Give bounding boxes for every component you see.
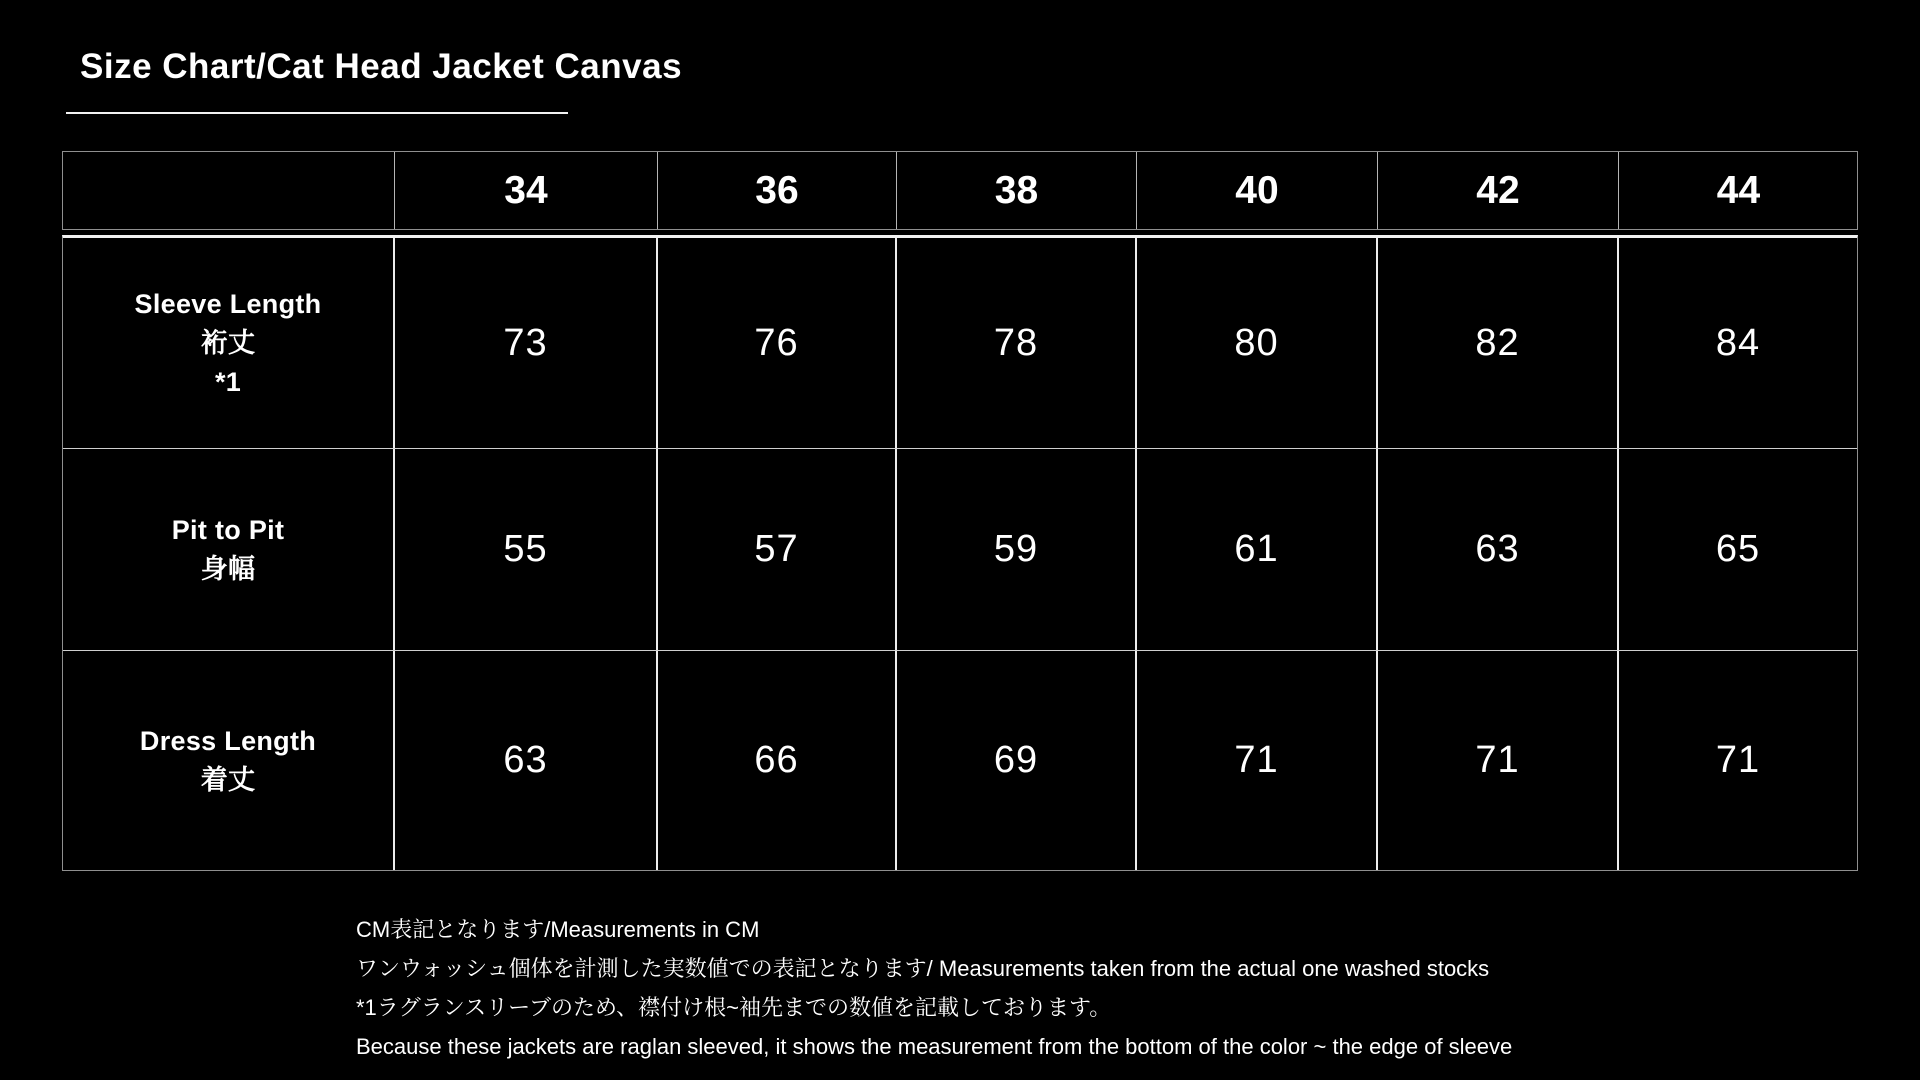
value-cell: 63 xyxy=(393,651,656,870)
size-column-header-38: 38 xyxy=(896,152,1136,229)
row-label-dress-length xyxy=(63,651,393,870)
size-column-header-42: 42 xyxy=(1377,152,1618,229)
row-label-jp: 裄丈 xyxy=(200,327,256,358)
note-line-washed: ワンウォッシュ個体を計測した実数値での表記となります/ Measurements taken from the actual one washed stocks xyxy=(356,956,1490,981)
row-label-en: Dress Length xyxy=(139,725,317,756)
table-row-dress-length xyxy=(63,650,1857,870)
measurement-notes xyxy=(356,910,1512,1066)
value-cell: 82 xyxy=(1376,238,1617,448)
value-cell: 76 xyxy=(656,238,895,448)
value-cell: 63 xyxy=(1376,449,1617,650)
value-cell: 66 xyxy=(656,651,895,870)
note-line-raglan-en: Because these jackets are raglan sleeved, it shows the measurement from the bottom of the color ~ the edge of sleeve xyxy=(356,1034,1513,1059)
size-header-row xyxy=(62,151,1858,230)
title-underline xyxy=(66,112,568,114)
value-cell: 80 xyxy=(1135,238,1376,448)
value-cell: 69 xyxy=(895,651,1135,870)
size-column-header-36: 36 xyxy=(657,152,896,229)
row-label-note: *1 xyxy=(214,366,242,397)
table-row-sleeve-length xyxy=(63,238,1857,448)
size-chart-table xyxy=(62,151,1858,871)
row-label-sleeve-length xyxy=(63,238,393,448)
value-cell: 71 xyxy=(1135,651,1376,870)
size-column-header-44: 44 xyxy=(1618,152,1858,229)
value-cell: 71 xyxy=(1376,651,1617,870)
row-label-jp: 身幅 xyxy=(200,553,256,584)
table-row-pit-to-pit xyxy=(63,448,1857,650)
value-cell: 78 xyxy=(895,238,1135,448)
value-cell: 57 xyxy=(656,449,895,650)
value-cell: 59 xyxy=(895,449,1135,650)
value-cell: 73 xyxy=(393,238,656,448)
value-cell: 71 xyxy=(1617,651,1857,870)
row-label-pit-to-pit xyxy=(63,449,393,650)
page-title: Size Chart/Cat Head Jacket Canvas xyxy=(80,47,683,86)
row-label-en: Pit to Pit xyxy=(171,514,285,545)
size-column-header-40: 40 xyxy=(1136,152,1377,229)
note-line-raglan-jp: *1ラグランスリーブのため、襟付け根~袖先までの数値を記載しております。 xyxy=(356,995,1112,1020)
size-column-header-34: 34 xyxy=(394,152,657,229)
row-label-jp: 着丈 xyxy=(200,764,256,795)
value-cell: 55 xyxy=(393,449,656,650)
value-cell: 61 xyxy=(1135,449,1376,650)
row-label-en: Sleeve Length xyxy=(134,288,322,319)
size-table-body xyxy=(62,235,1858,871)
value-cell: 84 xyxy=(1617,238,1857,448)
value-cell: 65 xyxy=(1617,449,1857,650)
corner-cell xyxy=(63,152,394,229)
note-line-cm: CM表記となります/Measurements in CM xyxy=(356,917,760,942)
